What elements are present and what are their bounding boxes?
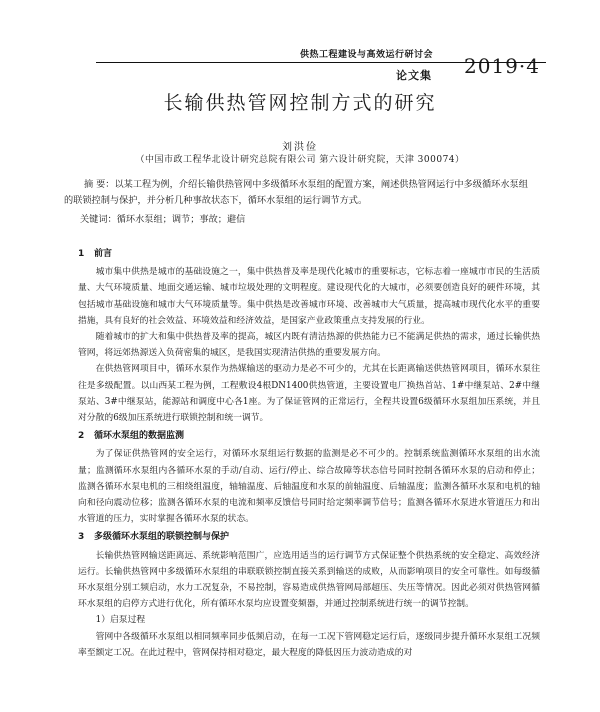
subsection-label: 1）启泵过程 [95,615,146,626]
article-title: 长输供热管网控制方式的研究 [163,92,437,114]
section-title: 前言 [94,249,113,259]
keywords [80,211,540,225]
section-title: 多级循环水泵组的联锁控制与保护 [94,532,230,543]
keywords-label: 关键词： [80,214,117,225]
section-heading [78,246,540,262]
paragraph: 长输供热管网输送距离远、系统影响范围广，应选用适当的运行调节方式保证整个供热系统的安全稳定、高效经济运行。长输供热管网中多级循环水泵组的串联联锁控制直接关系到输送的成败，从而影响项目的安全可靠性。如每级循环水泵组分别工频启动，水力工况复杂，不易控制，容易造成供热管网局部超压、失压等情况。因此必须对供热管网循环水泵组的启停方式进行优化，所有循环水泵均应设置变频器，并通过控制系统进行统一的调节控制。 [78,550,540,610]
paragraph: 为了保证供热管网的安全运行，对循环水泵组运行数据的监测是必不可少的。控制系统监测循环水泵组的出水流量；监测循环水泵组内各循环水泵的手动/自动、运行/停止、综合故障等状态信号同时控制各循环水泵的启动和停止；监测各循环水泵电机的三相绕组温度，轴轴温度、后轴温度和水泵的前轴温度、后轴温度；监测各循环水泵和电机的轴向和径向震动位移；监测各循环水泵的电流和频率反馈信号同时给定频率调节信号；监测各循环水泵进水管道压力和出水管道的压力，实时掌握各循环水泵的状态。 [78,449,540,525]
author: 刘洪俭 [282,142,318,153]
article-body [78,244,540,661]
paragraph: 城市集中供热是城市的基础设施之一，集中供热普及率是现代化城市的重要标志，它标志着一座城市市民的生活质量、大气环境质量、地面交通运输、城市垃圾处理的文明程度。建设现代化的大城市，必须要创造良好的硬件环境，其包括城市基础设施和城市大气环境质量等。集中供热是改善城市环境、改善城市大气质量，提高城市现代化水平的重要措施，具有良好的社会效益、环境效益和经济效益，是国家产业政策重点支持发展的行业。 [78,267,540,326]
section-heading [78,428,540,444]
section-number: 2 [78,431,85,442]
section-label: 论文集 [396,69,432,82]
section-number: 3 [78,532,85,543]
abstract [64,177,534,209]
paragraph: 随着城市的扩大和集中供热普及率的提高，城区内既有清洁热源的供热能力已不能满足供热的需求，通过长输供热管网，将远郊热源送入负荷密集的城区，是我国实现清洁供热的重要发展方向。 [78,332,540,359]
section-number: 1 [78,249,85,259]
abstract-text: 以某工程为例，介绍长输供热管网中多级循环水泵组的配置方案，阐述供热管网运行中多级循环水泵组的联锁控制与保护，并分析几种事故状态下，循环水泵组的运行调节方式。 [64,179,528,206]
issue-number: 2019·4 [464,54,540,78]
paragraph: 在供热管网项目中，循环水泵作为热媒输送的驱动力是必不可少的，尤其在长距离输送供热管网项目，循环水泵往往是多级配置。以山西某工程为例，工程敷设4根DN1400供热管道，主要设置电厂换热首站、1#中继泵站、2#中继泵站、3#中继泵站，能源站和调度中心各1座。为了保证管网的正常运行，全程共设置6级循环水泵组加压系统，并且对分散的6级加压系统进行联锁控制和统一调节。 [78,364,540,424]
affiliation: （中国市政工程华北设计研究总院有限公司 第六设计研究院，天津 300074） [135,155,465,165]
keywords-text: 循环水泵组；调节；事故；避信 [116,214,246,225]
journal-name: 供热工程建设与高效运行研讨会 [300,50,434,60]
section-heading [78,529,540,545]
paragraph: 管网中各级循环水泵组以相同频率同步低频启动，在每一工况下管网稳定运行后，逐级同步提升循环水泵组工况频率至额定工况。在此过程中，管网保持相对稳定，最大程度的降低因压力波动造成的对 [78,631,540,658]
section-title: 循环水泵组的数据监测 [94,431,185,442]
header-rule [96,62,546,63]
abstract-label: 摘 要： [84,179,115,190]
